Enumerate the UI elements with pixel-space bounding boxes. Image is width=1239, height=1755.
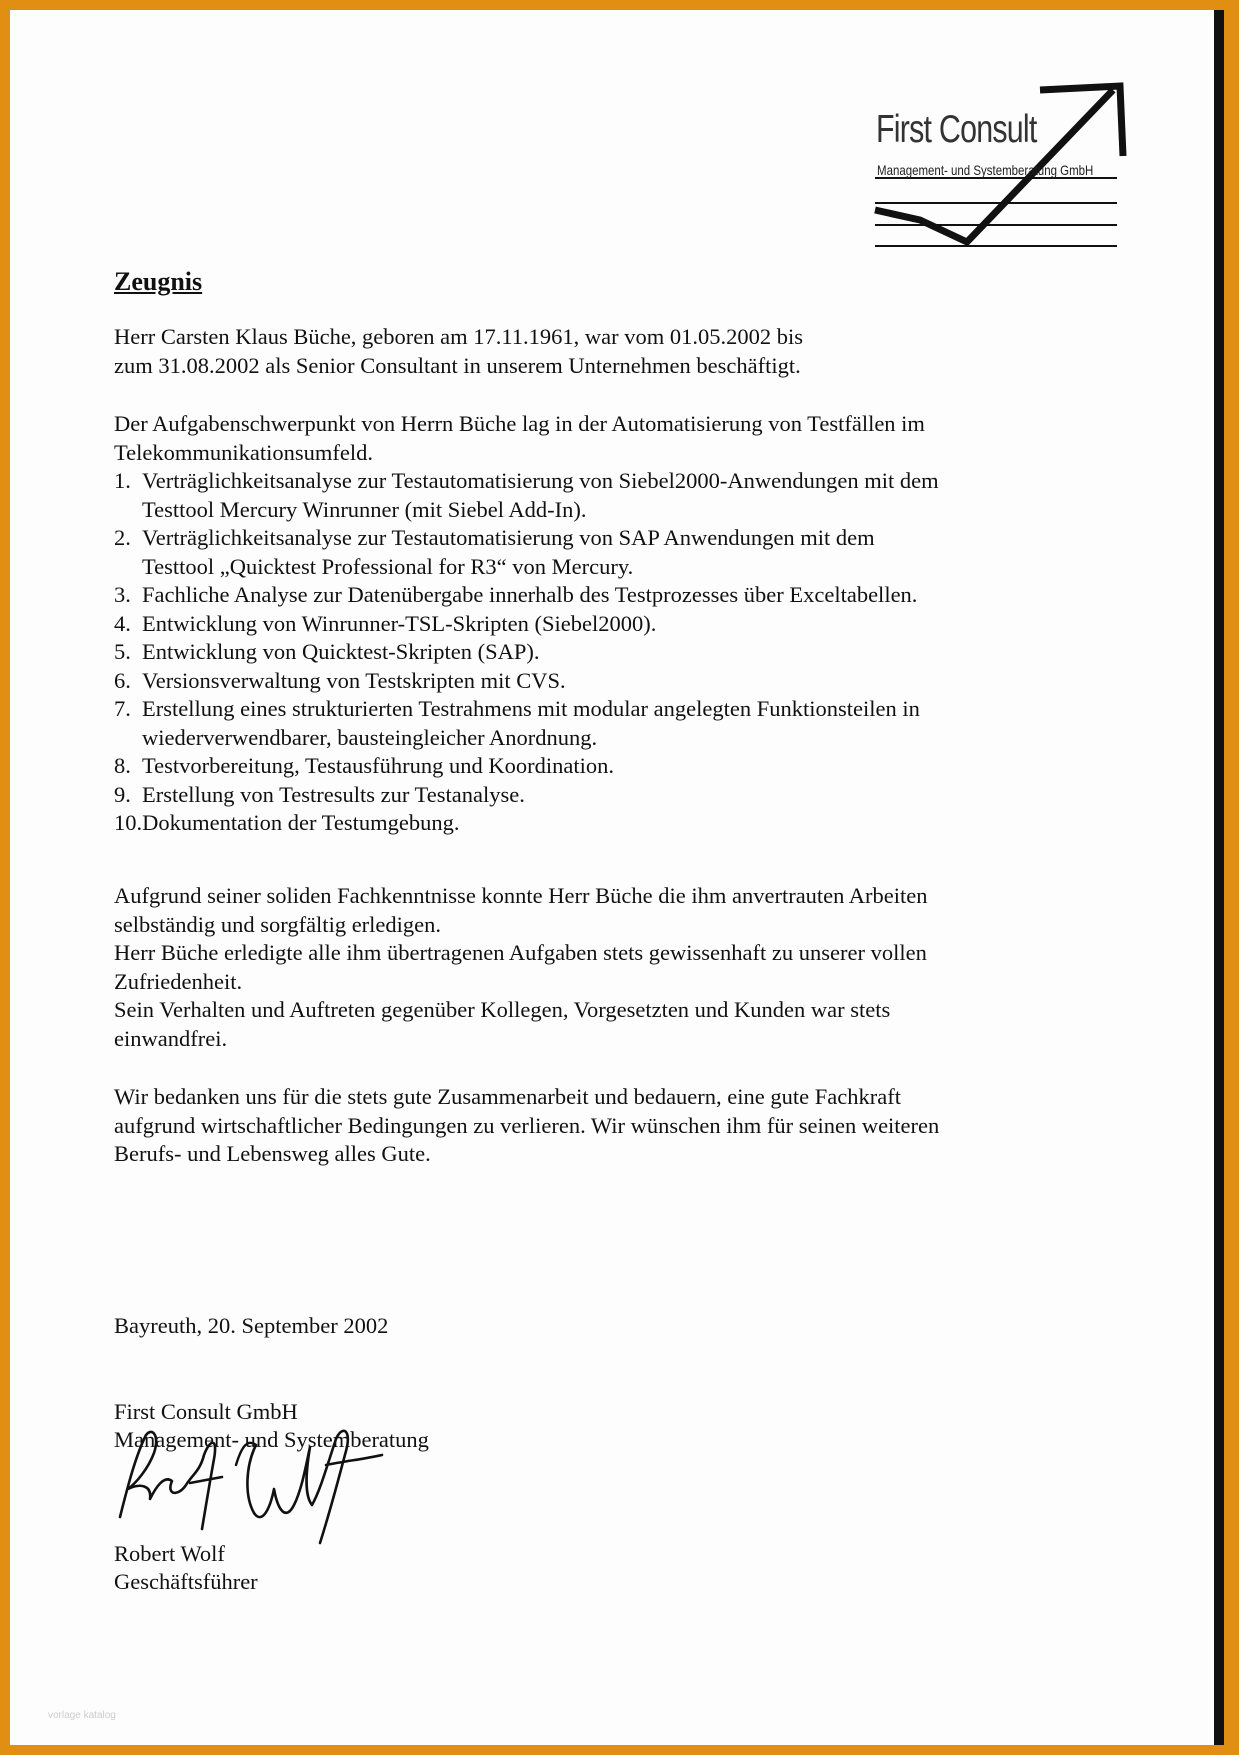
closing-line: Berufs- und Lebensweg alles Gute. xyxy=(114,1141,431,1166)
company-subtitle: Management- und Systemberatung xyxy=(114,1427,429,1452)
list-item-continuation: Testtool Mercury Winrunner (mit Siebel Add-In). xyxy=(142,496,587,522)
task-list xyxy=(114,467,1074,838)
assessment-line: Aufgrund seiner soliden Fachkenntnisse konnte Herr Büche die ihm anvertrauten Arbeiten xyxy=(114,883,928,908)
focus-line: Telekommunikationsumfeld. xyxy=(114,439,374,465)
list-item: 8. Testvorbereitung, Testausführung und Koordination. xyxy=(114,753,614,778)
intro-paragraph xyxy=(114,323,1074,380)
assessment-line: Herr Büche erledigte alle ihm übertragenen Aufgaben stets gewissenhaft zu unserer vollen xyxy=(114,940,927,965)
focus-paragraph xyxy=(114,410,1074,467)
list-item: 2. Verträglichkeitsanalyse zur Testautomatisierung von SAP Anwendungen mit dem xyxy=(114,525,875,550)
assessment-line: Sein Verhalten und Auftreten gegenüber Kollegen, Vorgesetzten und Kunden war stets xyxy=(114,997,891,1022)
watermark: vorlage katalog xyxy=(48,1710,116,1721)
focus-line: Der Aufgabenschwerpunkt von Herrn Büche lag in der Automatisierung von Testfällen im xyxy=(114,411,925,436)
list-item: 1. Verträglichkeitsanalyse zur Testautomatisierung von Siebel2000-Anwendungen mit dem xyxy=(114,468,939,493)
list-item-continuation: Testtool „Quicktest Professional for R3“ von Mercury. xyxy=(142,553,634,579)
assessment-paragraph xyxy=(114,882,1074,1053)
list-item-continuation: wiederverwendbarer, bausteingleicher Anordnung. xyxy=(142,724,598,750)
assessment-line: selbständig und sorgfältig erledigen. xyxy=(114,911,442,937)
place-date: Bayreuth, 20. September 2002 xyxy=(114,1313,389,1338)
list-item: 4. Entwicklung von Winrunner-TSL-Skripten (Siebel2000). xyxy=(114,610,657,636)
list-item: 5. Entwicklung von Quicktest-Skripten (SAP). xyxy=(114,639,540,664)
logo-subtitle: Management- und Systemberatung GmbH xyxy=(877,162,1094,178)
intro-line: Herr Carsten Klaus Büche, geboren am 17.11.1961, war vom 01.05.2002 bis xyxy=(114,324,804,349)
list-item: 7. Erstellung eines strukturierten Testrahmens mit modular angelegten Funktionsteilen in xyxy=(114,696,920,721)
closing-paragraph xyxy=(114,1083,1074,1169)
company-name: First Consult GmbH xyxy=(114,1399,298,1424)
document-page xyxy=(10,10,1224,1745)
intro-line: zum 31.08.2002 als Senior Consultant in unserem Unternehmen beschäftigt. xyxy=(114,352,801,378)
list-item: 6. Versionsverwaltung von Testskripten mit CVS. xyxy=(114,667,566,693)
document-title: Zeugnis xyxy=(114,267,203,296)
signer-title: Geschäftsführer xyxy=(114,1569,258,1594)
logo-title: First Consult xyxy=(876,108,1037,151)
signer-block xyxy=(114,1540,258,1596)
signer-name: Robert Wolf xyxy=(114,1541,225,1566)
assessment-line: Zufriedenheit. xyxy=(114,968,243,994)
list-item: 9. Erstellung von Testresults zur Testanalyse. xyxy=(114,781,525,807)
assessment-line: einwandfrei. xyxy=(114,1025,228,1051)
list-item: 10.Dokumentation der Testumgebung. xyxy=(114,810,460,835)
handwritten-signature xyxy=(106,1425,406,1545)
closing-line: aufgrund wirtschaftlicher Bedingungen zu verlieren. Wir wünschen ihm für seinen weiteren xyxy=(114,1112,940,1138)
company-logo xyxy=(865,78,1130,253)
closing-line: Wir bedanken uns für die stets gute Zusammenarbeit und bedauern, eine gute Fachkraft xyxy=(114,1084,901,1109)
list-item: 3. Fachliche Analyse zur Datenübergabe innerhalb des Testprozesses über Exceltabellen. xyxy=(114,582,918,607)
